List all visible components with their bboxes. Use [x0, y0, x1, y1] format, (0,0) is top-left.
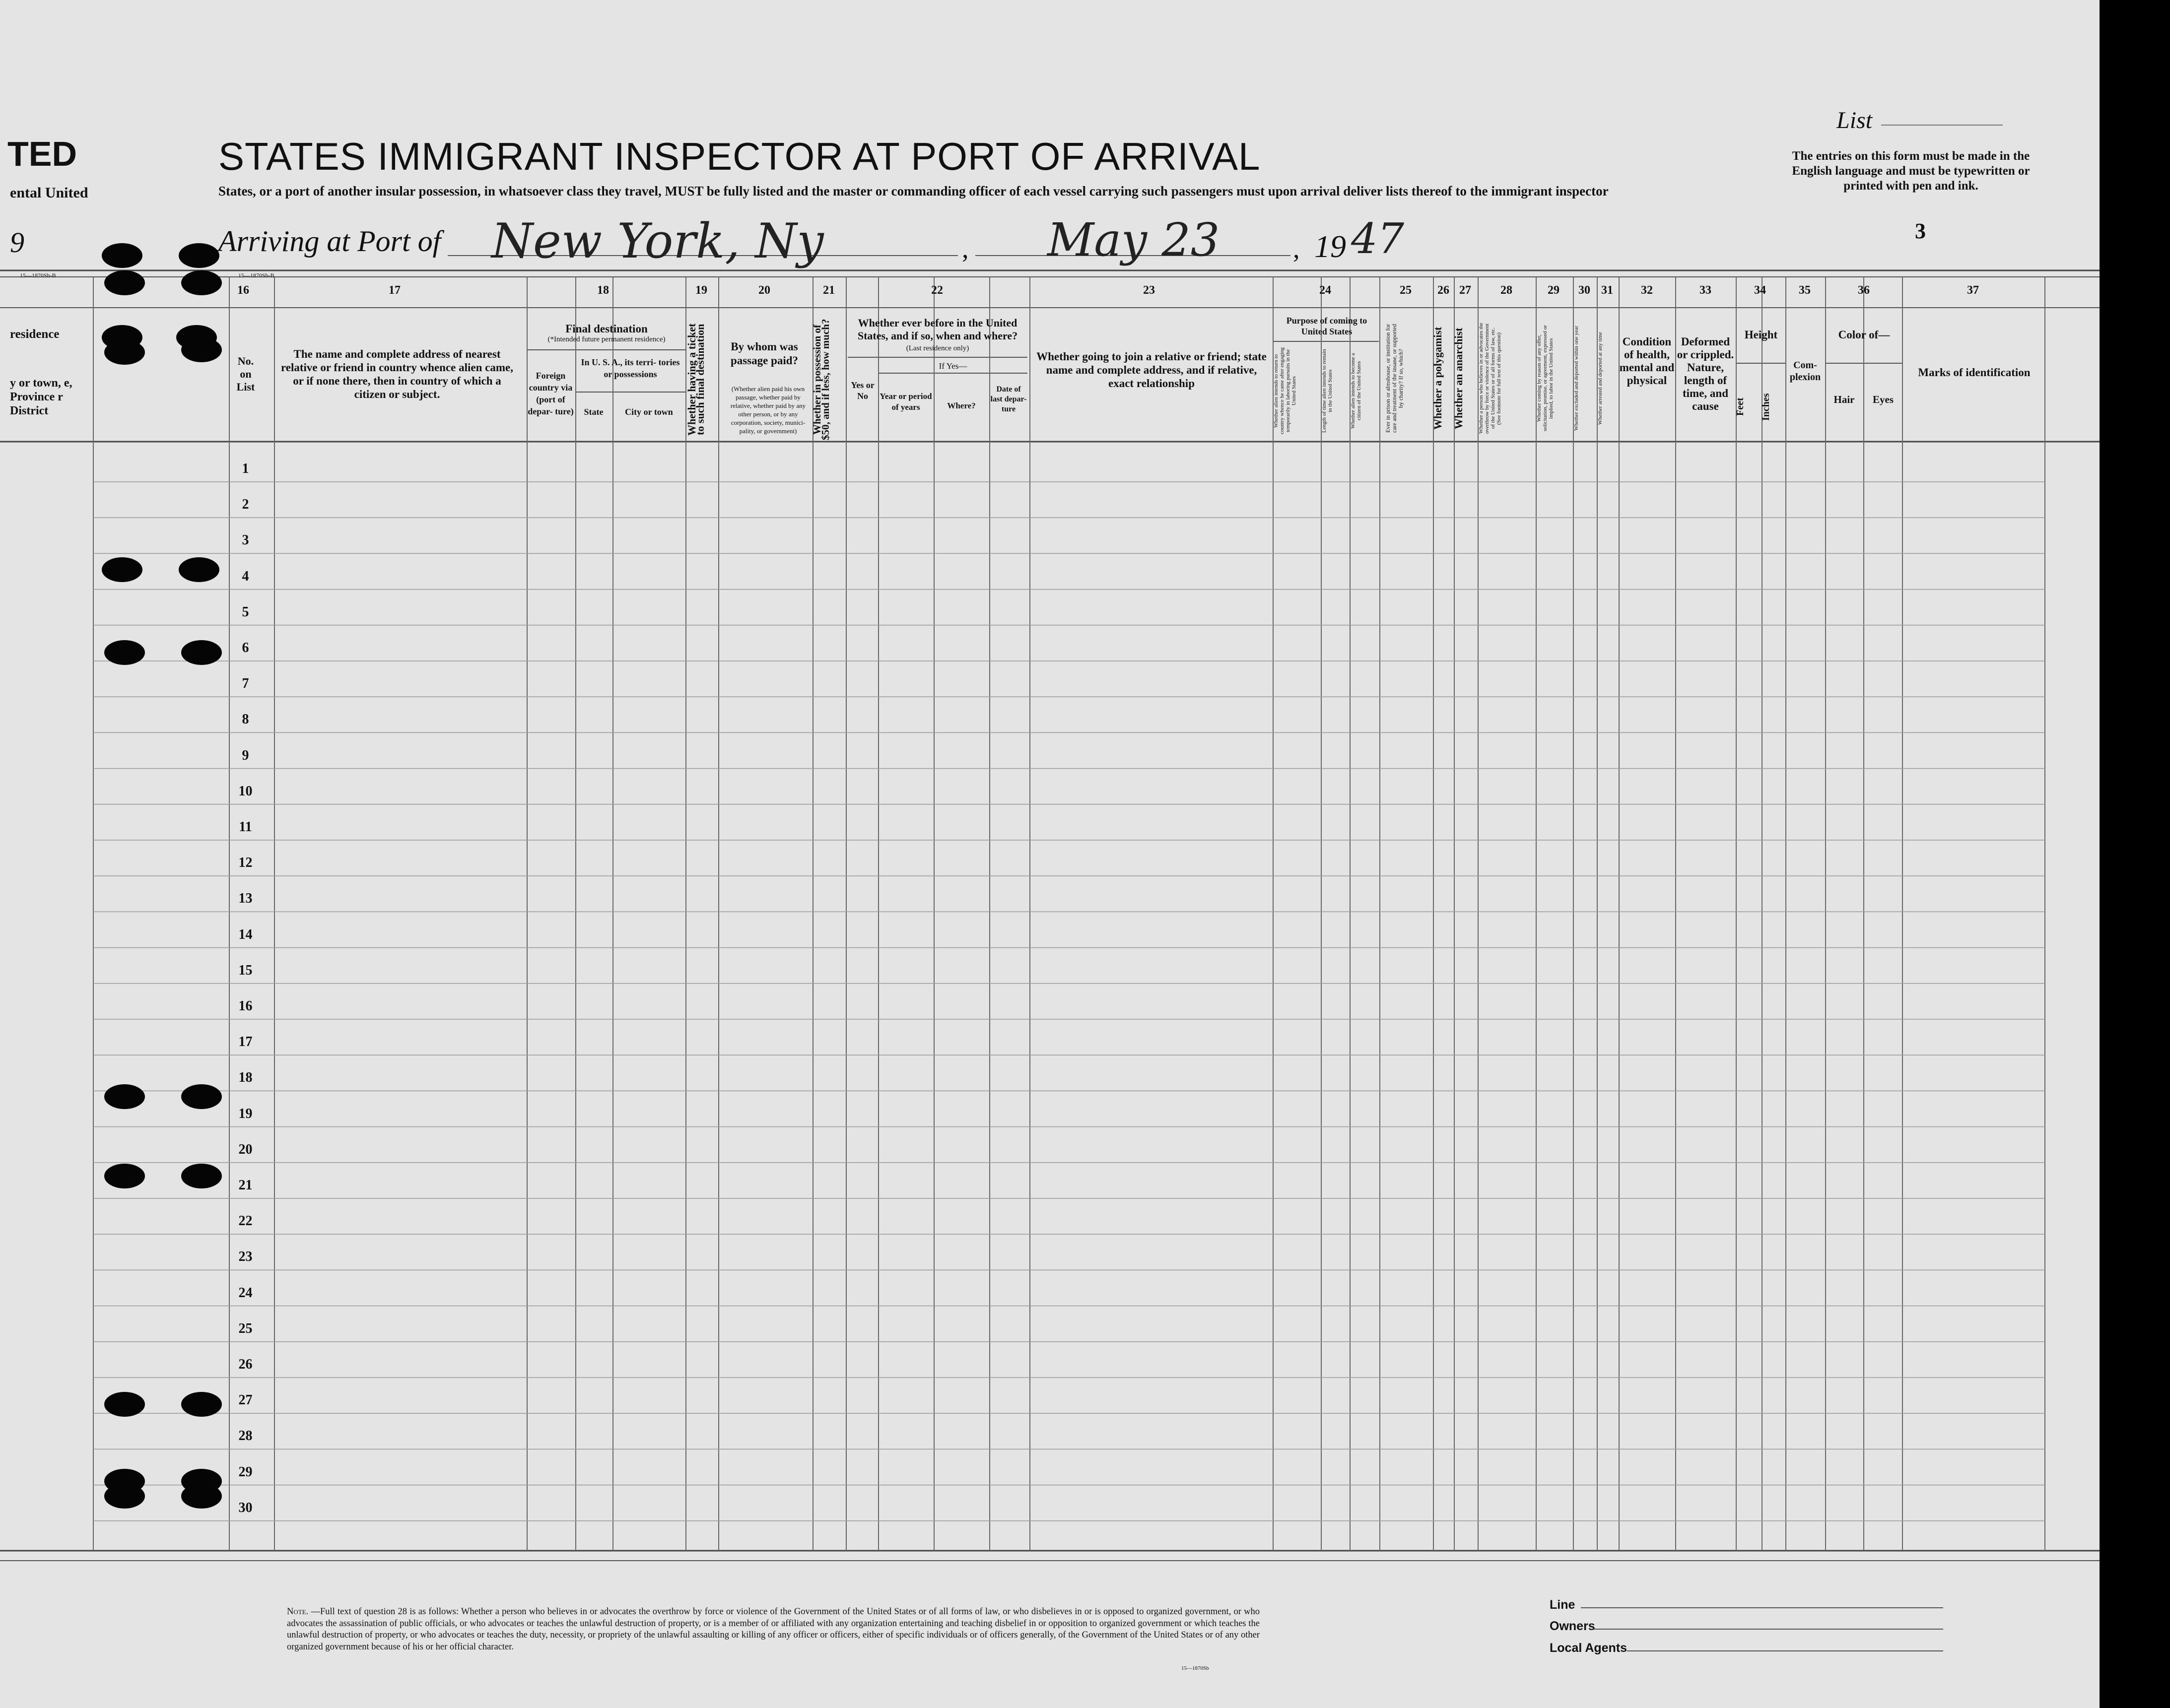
- col33-header: Deformed or crippled. Nature, length of time, and cause: [1677, 335, 1734, 412]
- row-number-7: 7: [242, 676, 249, 692]
- col22-yesno: Yes or No: [851, 380, 875, 401]
- footnote-form-number: 15—1870Sb: [1181, 1665, 1209, 1671]
- col28-header: Whether a person who believes in or advocates the overthrow by force or violence of the Government of the United States or of all forms of law, etc. (See footnote for full text of this question): [1478, 323, 1502, 434]
- col37-header: Marks of identification: [1918, 366, 2031, 379]
- residence-fragment: residence: [10, 328, 60, 341]
- col29-header: Whether coming by reason of any offer, solicitation, promise, or agreement, expressed or implied, to labor in the United States: [1536, 325, 1554, 432]
- row-rules: [93, 482, 2045, 1521]
- col22-where: Where?: [947, 401, 976, 410]
- footer-line-label: Line: [1550, 1598, 1575, 1612]
- col18-foreign: Foreign country via (port of depar- ture): [528, 371, 574, 416]
- row-number-15: 15: [238, 962, 253, 978]
- footnote: [287, 1606, 1260, 1653]
- row-number-11: 11: [239, 819, 252, 835]
- punch-hole: [179, 243, 219, 268]
- col27-header: Whether an anarchist: [1452, 328, 1465, 429]
- punch-hole: [181, 337, 222, 362]
- col26-header: Whether a polygamist: [1431, 327, 1444, 430]
- footer-owners-label: Owners: [1550, 1619, 1595, 1633]
- col17-header: The name and complete address of nearest relative or friend in country whence alien came, or if none there, then in country of which a citizen or subject.: [280, 348, 513, 400]
- footer-agents-label: Local Agents: [1550, 1641, 1628, 1655]
- col18-usa: In U. S. A., its terri- tories or possessions: [581, 357, 680, 379]
- col18-sub: (*Intended future permanent residence): [547, 335, 666, 343]
- row-number-16: 16: [238, 998, 253, 1014]
- col22-period: Year or period of years: [880, 392, 932, 412]
- col18-city: City or town: [625, 407, 673, 417]
- column-number-23: 23: [1143, 284, 1155, 297]
- punch-hole: [104, 1392, 145, 1417]
- row-number-22: 22: [238, 1213, 253, 1229]
- col36-hair: Hair: [1833, 394, 1855, 405]
- row-number-19: 19: [238, 1106, 253, 1121]
- year-handwritten: 47: [1351, 214, 1404, 263]
- row-number-17: 17: [238, 1034, 253, 1050]
- col36-header: Color of—: [1838, 328, 1890, 341]
- column-number-37: 37: [1967, 284, 1979, 297]
- col23-header: Whether going to join a relative or friend; state name and complete address, and if relative, exact relationship: [1036, 350, 1267, 390]
- col31-header: Whether arrested and deported at any time: [1597, 332, 1603, 425]
- arriving-label: Arriving at Port of: [218, 225, 441, 258]
- page-title: STATES IMMIGRANT INSPECTOR AT PORT OF ARRIVAL: [218, 134, 1261, 178]
- english-instruction: The entries on this form must be made in the English language and must be typewritten or printed with pen and ink.: [1792, 149, 2030, 193]
- row-number-25: 25: [238, 1320, 253, 1336]
- punch-hole: [181, 270, 222, 295]
- column-number-27: 27: [1459, 284, 1471, 297]
- row-number-13: 13: [238, 891, 253, 907]
- footnote-label: Note.: [287, 1607, 309, 1617]
- col22-sub: (Last residence only): [906, 344, 969, 352]
- punch-hole: [179, 557, 219, 582]
- col18-state: State: [584, 407, 604, 417]
- row-number-2: 2: [242, 497, 249, 513]
- row-number-29: 29: [238, 1464, 253, 1480]
- punch-hole: [104, 270, 145, 295]
- punch-hole: [181, 640, 222, 665]
- col25-header: Ever in prison or almshouse, or institution for care and treatment of the insane, or supported by charity? If so, which?: [1384, 324, 1404, 433]
- col20-header: By whom was passage paid?: [730, 340, 799, 367]
- comma-2: ,: [1293, 234, 1300, 263]
- column-number-36: 36: [1858, 284, 1870, 297]
- row-number-26: 26: [238, 1357, 253, 1372]
- row-number-12: 12: [238, 855, 253, 871]
- col24-b: Length of time alien intends to remain in the United States: [1321, 349, 1333, 433]
- row-number-8: 8: [242, 712, 249, 727]
- instruction-line: States, or a port of another insular possession, in whatsoever class they travel, MUST be fully listed and the master or commanding officer of each vessel carrying such passengers must upon arrival deliver lists thereof to the immigrant inspector: [218, 184, 1609, 198]
- col34-feet: Feet: [1735, 397, 1746, 416]
- row-number-1: 1: [242, 461, 249, 476]
- col34-inches: Inches: [1761, 393, 1771, 421]
- vertical-rules: [93, 277, 2045, 1551]
- col16-header: No. on List: [236, 355, 255, 393]
- row-number-24: 24: [238, 1285, 253, 1301]
- col21-header: Whether in possession of $50, and if less, how much?: [811, 319, 831, 441]
- column-number-28: 28: [1500, 284, 1512, 297]
- col36-eyes: Eyes: [1873, 394, 1894, 405]
- punch-hole: [102, 243, 142, 268]
- col19-header: Whether having a ticket to such final destination: [685, 323, 706, 436]
- punch-hole: [181, 1164, 222, 1188]
- col35-header: Com- plexion: [1789, 360, 1821, 383]
- column-number-31: 31: [1601, 284, 1613, 297]
- left-fragment-9: 9: [10, 226, 24, 259]
- col20-sub: (Whether alien paid his own passage, whether paid by relative, whether paid by any other person, or by any corporation, society, munici- pality, or government): [730, 385, 806, 435]
- row-number-3: 3: [242, 532, 249, 548]
- row-number-18: 18: [238, 1070, 253, 1086]
- column-number-35: 35: [1799, 284, 1811, 297]
- left-fragment-ted: TED: [7, 134, 77, 173]
- column-number-26: 26: [1437, 284, 1449, 297]
- footnote-text: —Full text of question 28 is as follows: Whether a person who believes in or advocates the overthrow by force or violence of the Government of the United States or of all forms of law, or who disbelieves in or is opposed to organized government, or who advocates the assassination of public officials, or who advocates or teaches the unlawful destruction of property, or is a member of or affiliated with any organization entertaining and teaching disbelief in or opposition to organized government or which teaches the unlawful destruction of property, or who advocates or teaches the duty, necessity, or propriety of the unlawful assaulting or killing of any officer or officers, either of specific individuals or of officers generally, of the Government of the United States or of any other organized government because of his or her official character.: [287, 1607, 1260, 1652]
- col22-ifyes: If Yes—: [939, 361, 967, 371]
- col30-header: Whether excluded and deported within one year: [1573, 326, 1579, 431]
- row-number-6: 6: [242, 640, 249, 656]
- comma-1: ,: [962, 234, 969, 263]
- list-number: 3: [1915, 219, 1926, 243]
- punch-hole: [181, 1084, 222, 1109]
- column-number-22: 22: [931, 284, 943, 297]
- column-number-29: 29: [1548, 284, 1560, 297]
- punch-hole: [104, 640, 145, 665]
- row-number-28: 28: [238, 1428, 253, 1444]
- column-number-33: 33: [1699, 284, 1711, 297]
- row-number-4: 4: [242, 568, 249, 584]
- punch-hole: [104, 1484, 145, 1509]
- list-label: List: [1836, 107, 1873, 133]
- column-number-30: 30: [1578, 284, 1590, 297]
- row-number-14: 14: [238, 926, 253, 942]
- form-number-mid: 15—1870Sb-B: [238, 272, 274, 279]
- punch-hole: [102, 557, 142, 582]
- row-number-5: 5: [242, 604, 249, 620]
- form-number-left: 15—1870Sb-B: [20, 272, 56, 279]
- column-number-34: 34: [1754, 284, 1766, 297]
- col34-header: Height: [1744, 328, 1778, 341]
- port-handwritten: New York, Ny: [491, 213, 824, 269]
- column-number-18: 18: [597, 284, 609, 297]
- row-number-23: 23: [238, 1249, 253, 1265]
- punch-hole: [181, 1484, 222, 1509]
- punch-hole: [104, 340, 145, 365]
- punch-hole: [104, 1164, 145, 1188]
- column-number-20: 20: [758, 284, 770, 297]
- left-fragment-ental: ental United: [10, 185, 88, 201]
- row-number-20: 20: [238, 1141, 253, 1157]
- row-number-27: 27: [238, 1392, 253, 1408]
- horizontal-rules: [0, 270, 2100, 1561]
- row-number-21: 21: [238, 1178, 253, 1193]
- col24-a: Whether alien intends to return to country whence he came after engaging temporarily in laboring pursuits in the United States: [1273, 347, 1297, 434]
- col24-c: Whether alien intends to become a citizen of the United States: [1350, 353, 1362, 429]
- punch-hole: [104, 1084, 145, 1109]
- column-number-32: 32: [1641, 284, 1653, 297]
- col18-header: Final destination: [565, 323, 648, 335]
- column-number-21: 21: [823, 284, 835, 297]
- row-number-30: 30: [238, 1500, 253, 1515]
- column-number-17: 17: [389, 284, 401, 297]
- col22-date: Date of last depar- ture: [990, 385, 1027, 413]
- punch-hole: [181, 1392, 222, 1417]
- col22-header: Whether ever before in the United States, and if so, when and where?: [857, 317, 1018, 342]
- row-number-9: 9: [242, 747, 249, 763]
- col24-header: Purpose of coming to United States: [1286, 316, 1367, 336]
- column-number-19: 19: [695, 284, 707, 297]
- column-number-25: 25: [1400, 284, 1412, 297]
- row-number-10: 10: [238, 783, 253, 799]
- year-prefix: 19: [1314, 229, 1346, 264]
- date-handwritten: May 23: [1047, 213, 1220, 266]
- col32-header: Condition of health, mental and physical: [1619, 335, 1675, 387]
- column-number-16: 16: [237, 284, 249, 297]
- column-number-24: 24: [1319, 284, 1331, 297]
- residence-fragment-2: y or town, e, Province r District: [10, 377, 72, 417]
